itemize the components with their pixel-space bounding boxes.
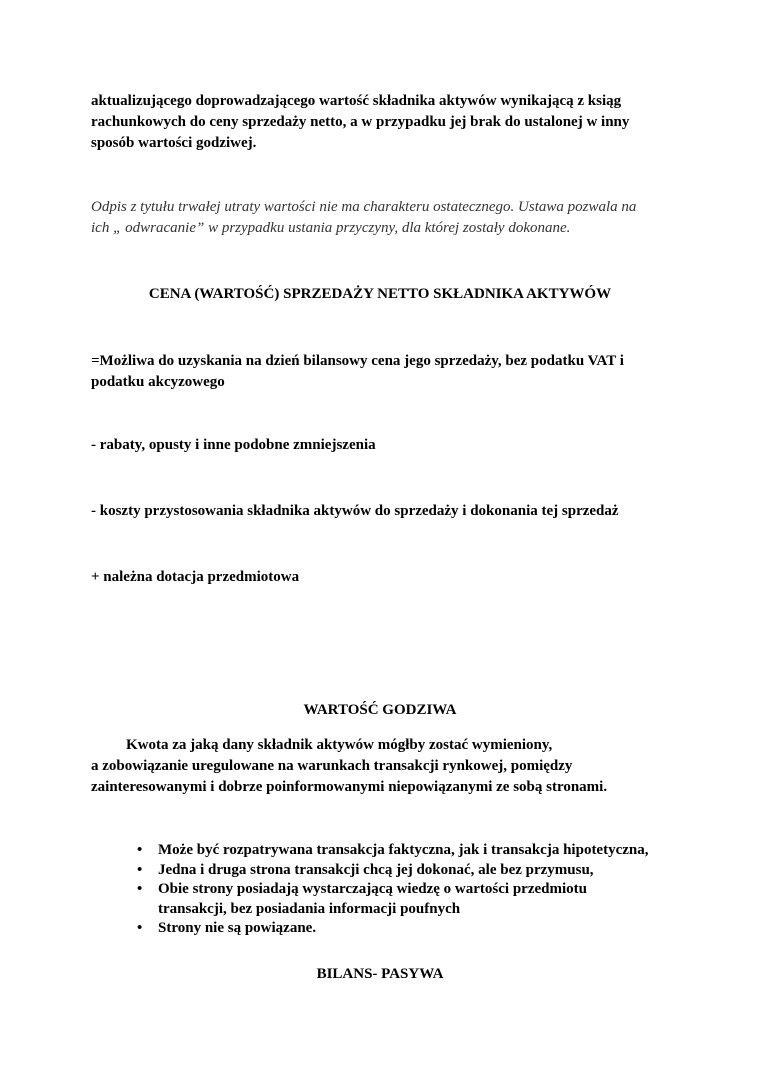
definition-line: podatku akcyzowego [91, 374, 225, 390]
list-item [137, 861, 697, 881]
list-item [137, 841, 697, 861]
paragraph-line: aktualizującego doprowadzającego wartość składnika aktywów wynikającą z ksiąg [91, 93, 622, 109]
item-discounts: - rabaty, opusty i inne podobne zmniejszenia [91, 437, 376, 453]
list-item-line: Strony nie są powiązane. [158, 920, 317, 936]
definition-line: Kwota za jaką dany składnik aktywów mógłby zostać wymieniony, [126, 737, 553, 753]
italic-note-line: ich „ odwracanie” w przypadku ustania przyczyny, dla której zostały dokonane. [91, 220, 571, 236]
list-item [137, 919, 697, 939]
item-adaptation-costs: - koszty przystosowania składnika aktywów do sprzedaży i dokonania tej sprzedaż [91, 503, 619, 519]
fair-value-definition [91, 735, 691, 798]
bullet-icon: • [137, 881, 143, 897]
italic-note [91, 197, 681, 239]
paragraph-line: sposób wartości godziwej. [91, 135, 257, 151]
list-item-line: Jedna i druga strona transakcji chcą jej dokonać, ale bez przymusu, [158, 861, 594, 878]
definition-line: zainteresowanymi i dobrze poinformowanymi niepowiązanymi ze sobą stronami. [91, 779, 608, 795]
heading-fair-value: WARTOŚĆ GODZIWA [303, 702, 457, 718]
net-price-definition [91, 351, 681, 393]
bullet-icon: • [137, 861, 143, 878]
list-item-line: Może być rozpatrywana transakcja faktyczna, jak i transakcja hipotetyczna, [158, 842, 649, 858]
paragraph-line: rachunkowych do ceny sprzedaży netto, a w przypadku jej brak do ustalonej w inny [91, 114, 630, 130]
bullet-icon: • [137, 920, 143, 936]
list-item [137, 880, 697, 919]
item-subsidy: + należna dotacja przedmiotowa [91, 569, 300, 585]
italic-note-line: Odpis z tytułu trwałej utraty wartości nie ma charakteru ostatecznego. Ustawa pozwala na [91, 199, 637, 215]
list-item-line: transakcji, bez posiadania informacji poufnych [158, 900, 461, 917]
fair-value-conditions-list [137, 841, 697, 939]
definition-line: a zobowiązanie uregulowane na warunkach transakcji rynkowej, pomiędzy [91, 758, 573, 774]
bullet-icon: • [137, 842, 143, 858]
definition-line: =Możliwa do uzyskania na dzień bilansowy cena jego sprzedaży, bez podatku VAT i [91, 353, 624, 369]
list-item-line: Obie strony posiadają wystarczającą wiedzę o wartości przedmiotu [158, 881, 587, 897]
heading-net-sale-price: CENA (WARTOŚĆ) SPRZEDAŻY NETTO SKŁADNIKA AKTYWÓW [148, 286, 612, 302]
heading-balance-liabilities: BILANS- PASYWA [316, 966, 444, 982]
paragraph-impairment-continuation [91, 91, 681, 154]
